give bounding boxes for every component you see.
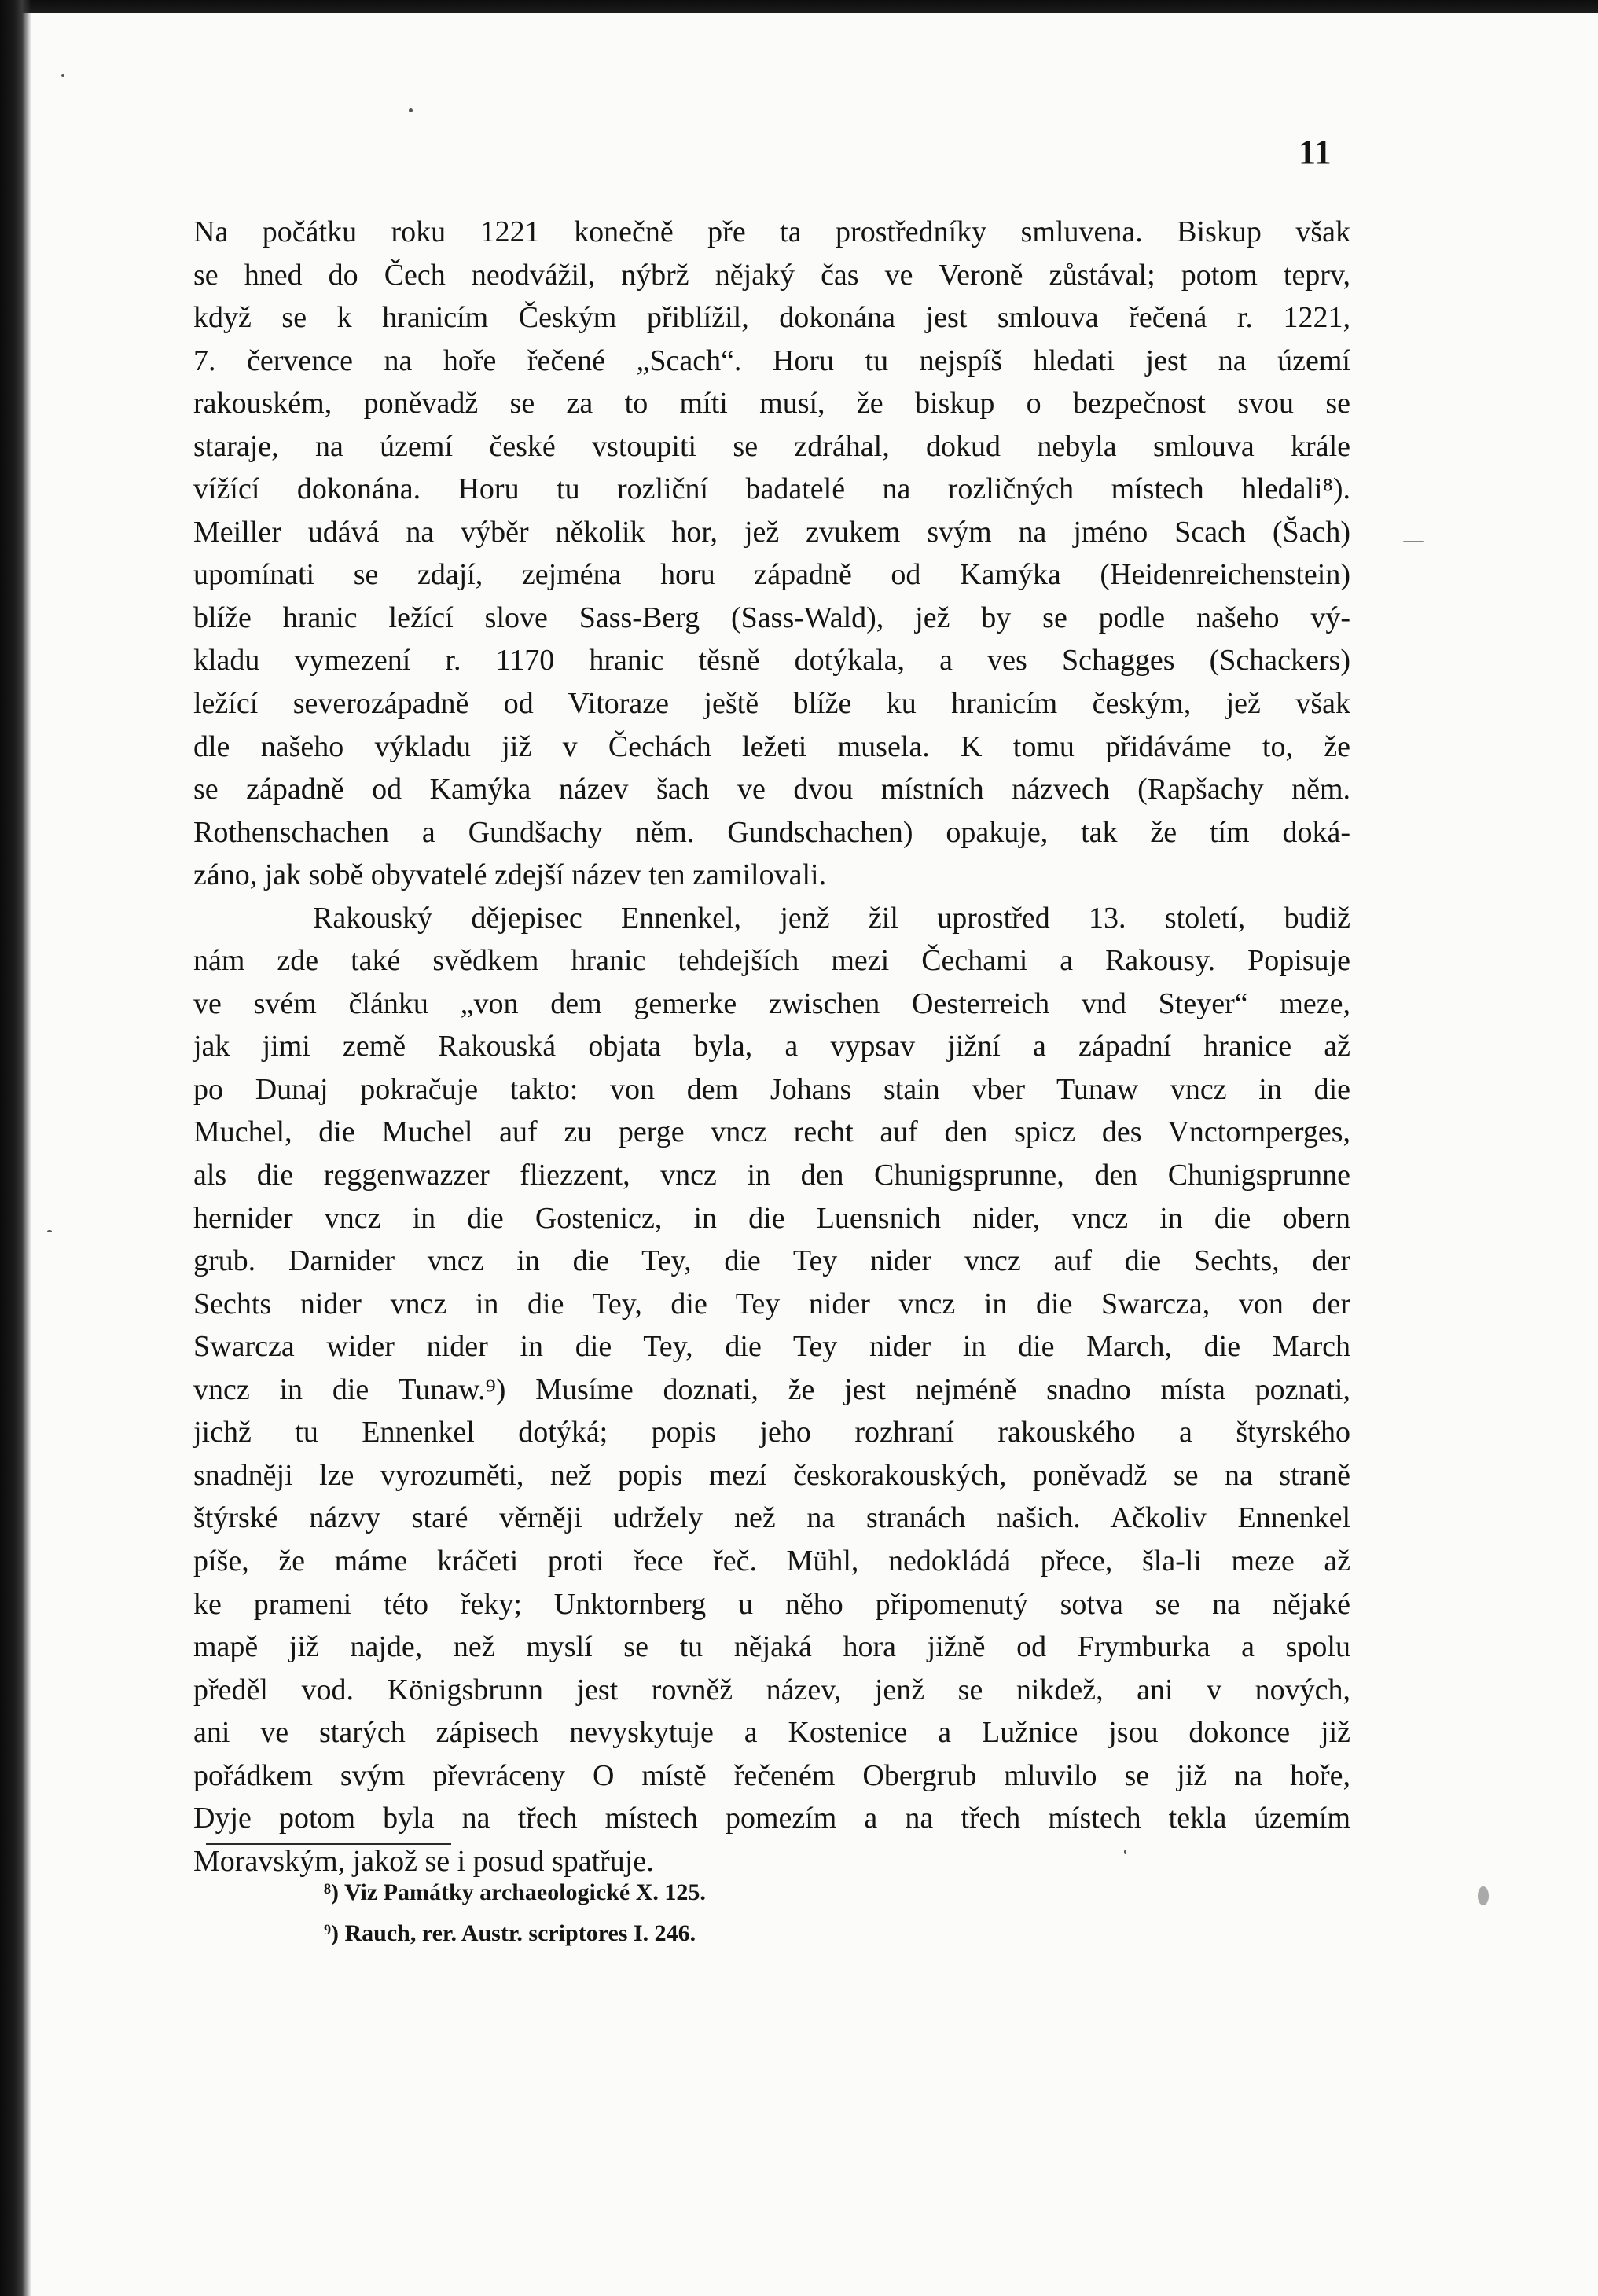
text-line: Meiller udává na výběr několik hor, jež zvukem svým na jméno Scach (Šach) — [193, 515, 1350, 549]
scan-speck — [47, 1230, 52, 1232]
text-line: se západně od Kamýka název šach ve dvou místních názvech (Rapšachy něm. — [193, 773, 1350, 806]
text-line: Swarcza wider nider in die Tey, die Tey nider in die March, die March — [193, 1330, 1350, 1364]
text-line: Muchel, die Muchel auf zu perge vncz recht auf den spicz des Vnctornperges, — [193, 1115, 1350, 1149]
scan-speck — [1124, 1850, 1126, 1854]
scan-speck — [409, 108, 413, 112]
text-line: jichž tu Ennenkel dotýká; popis jeho rozhraní rakouského a štyrského — [193, 1416, 1350, 1449]
text-line: dle našeho výkladu již v Čechách ležeti musela. K tomu přidáváme to, že — [193, 729, 1350, 763]
text-line: ke prameni této řeky; Unktornberg u něho připomenutý sotva se na nějaké — [193, 1587, 1350, 1621]
text-line: rakouském, poněvadž se za to míti musí, že biskup o bezpečnost svou se — [193, 387, 1350, 421]
text-line: ležící severozápadně od Vitoraze ještě blíže ku hranicím českým, jež však — [193, 687, 1350, 721]
text-line: kladu vymezení r. 1170 hranic těsně dotýkala, a ves Schagges (Schackers) — [193, 644, 1350, 678]
text-line: mapě již najde, než myslí se tu nějaká hora jižně od Frymburka a spolu — [193, 1630, 1350, 1664]
text-line: Sechts nider vncz in die Tey, die Tey nider vncz in die Swarcza, von der — [193, 1287, 1350, 1321]
text-line: Moravským, jakož se i posud spatřuje. — [193, 1844, 654, 1878]
scan-top-edge — [0, 0, 1598, 13]
text-line: als die reggenwazzer fliezzent, vncz in den Chunigsprunne, den Chunigsprunne — [193, 1159, 1350, 1192]
text-line: po Dunaj pokračuje takto: von dem Johans stain vber Tunaw vncz in die — [193, 1072, 1350, 1106]
scan-speck — [61, 74, 64, 77]
text-line: vncz in die Tunaw.⁹) Musíme doznati, že jest nejméně snadno místa poznati, — [193, 1372, 1350, 1406]
text-line: píše, že máme kráčeti proti řece řeč. Mühl, nedokládá přece, šla-li meze až — [193, 1544, 1350, 1578]
text-line: upomínati se zdají, zejména horu západně od Kamýka (Heidenreichenstein) — [193, 558, 1350, 592]
scan-left-edge — [0, 0, 31, 2296]
text-line: ani ve starých zápisech nevyskytuje a Kostenice a Lužnice jsou dokonce již — [193, 1716, 1350, 1750]
text-line: předěl vod. Königsbrunn jest rovněž název, jenž se nikdež, ani v nových, — [193, 1673, 1350, 1706]
text-line: štýrské názvy staré věrněji udržely než na stranách našich. Ačkoliv Ennenkel — [193, 1501, 1350, 1535]
scan-speck — [1403, 541, 1424, 542]
text-line: 7. července na hoře řečené „Scach“. Horu tu nejspíš hledati jest na území — [193, 343, 1350, 377]
text-line: se hned do Čech neodvážil, nýbrž nějaký čas ve Veroně zůstával; potom teprv, — [193, 258, 1350, 292]
text-line: jak jimi země Rakouská objata byla, a vypsav jižní a západní hranice až — [193, 1030, 1350, 1064]
footnotes — [324, 1872, 1031, 1954]
footnote-rule — [206, 1843, 451, 1845]
text-line: hernider vncz in die Gostenicz, in die Luensnich nider, vncz in die obern — [193, 1201, 1350, 1235]
text-line: pořádkem svým převráceny O místě řečeném Obergrub mluvilo se již na hoře, — [193, 1758, 1350, 1792]
body-text — [193, 211, 1350, 1883]
text-line: grub. Darnider vncz in die Tey, die Tey nider vncz auf die Sechts, der — [193, 1244, 1350, 1278]
text-line: ve svém článku „von dem gemerke zwischen Oesterreich vnd Steyer“ meze, — [193, 986, 1350, 1020]
text-line: nám zde také svědkem hranic tehdejších mezi Čechami a Rakousy. Popisuje — [193, 944, 1350, 978]
text-line: Na počátku roku 1221 konečně pře ta prostředníky smluvena. Biskup však — [193, 215, 1350, 248]
text-line: když se k hranicím Českým přiblížil, dokonána jest smlouva řečená r. 1221, — [193, 301, 1350, 335]
text-line: blíže hranic ležící slove Sass-Berg (Sass-Wald), jež by se podle našeho vý- — [193, 601, 1350, 634]
text-line: vížící dokonána. Horu tu rozliční badatelé na rozličných místech hledali⁸). — [193, 472, 1350, 506]
text-line: záno, jak sobě obyvatelé zdejší název ten zamilovali. — [193, 858, 827, 892]
page-number: 11 — [1299, 133, 1332, 171]
text-line: snadněji lze vyrozuměti, než popis mezí českorakouských, poněvadž se na straně — [193, 1458, 1350, 1492]
scan-speck — [1478, 1886, 1489, 1905]
text-line: staraje, na území české vstoupiti se zdráhal, dokud nebyla smlouva krále — [193, 429, 1350, 463]
footnote: ⁹) Rauch, rer. Austr. scriptores I. 246. — [324, 1920, 696, 1946]
footnote: ⁸) Viz Památky archaeologické X. 125. — [324, 1879, 706, 1905]
text-line: Dyje potom byla na třech místech pomezím a na třech místech tekla územím — [193, 1802, 1350, 1835]
text-line: Rakouský dějepisec Ennenkel, jenž žil uprostřed 13. století, budiž — [313, 901, 1350, 935]
text-line: Rothenschachen a Gundšachy něm. Gundschachen) opakuje, tak že tím doká- — [193, 815, 1350, 849]
